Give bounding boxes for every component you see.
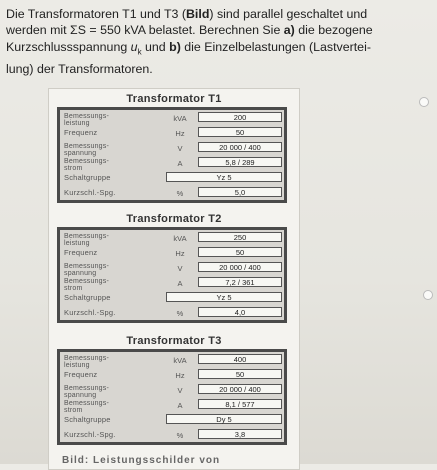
t2-row-current: Bemessungs- strom A 7,2 / 361: [60, 275, 284, 290]
t3-row-vector-group: Schaltgruppe Dy 5: [60, 412, 284, 427]
t1-row-current: Bemessungs- strom A 5,8 / 289: [60, 155, 284, 170]
binder-hole-decoration: [419, 97, 429, 107]
t2-row-power: Bemessungs- leistung kVA 250: [60, 230, 284, 245]
figure-caption: Bild: Leistungsschilder von: [62, 455, 221, 466]
t3-row-current: Bemessungs- strom A 8,1 / 577: [60, 397, 284, 412]
t2-row-short-circuit: Kurzschl.-Spg. % 4,0: [60, 305, 284, 320]
t2-row-voltage: Bemessungs- spannung V 20 000 / 400: [60, 260, 284, 275]
task-line-4: lung) der Transformatoren.: [6, 61, 153, 76]
t1-row-voltage: Bemessungs- spannung V 20 000 / 400: [60, 140, 284, 155]
task-line-2: werden mit ΣS = 550 kVA belastet. Berechnen Sie a) die bezogene: [6, 23, 373, 38]
figure-nameplates: [48, 88, 300, 470]
task-line-3: Kurzschlussspannung $u_k$ und b) die Einzelbelastungen (Lastvertei-: [6, 39, 371, 57]
t3-nameplate: [57, 349, 287, 445]
t2-title: Transformator T2: [126, 213, 222, 225]
task-text: [6, 6, 434, 77]
t1-nameplate: [57, 107, 287, 203]
t2-nameplate: [57, 227, 287, 323]
t3-row-power: Bemessungs- leistung kVA 400: [60, 352, 284, 367]
t1-title: Transformator T1: [126, 93, 222, 105]
t2-row-frequency: Frequenz Hz 50: [60, 245, 284, 260]
t3-row-short-circuit: Kurzschl.-Spg. % 3,8: [60, 427, 284, 442]
binder-hole-decoration: [423, 290, 433, 300]
task-line-1: Die Transformatoren T1 und T3 (Bild) sind parallel geschaltet und: [6, 7, 368, 21]
t1-row-short-circuit: Kurzschl.-Spg. % 5,0: [60, 185, 284, 200]
t3-row-frequency: Frequenz Hz 50: [60, 367, 284, 382]
t3-title: Transformator T3: [126, 335, 222, 347]
t2-row-vector-group: Schaltgruppe Yz 5: [60, 290, 284, 305]
t1-row-frequency: Frequenz Hz 50: [60, 125, 284, 140]
t3-row-voltage: Bemessungs- spannung V 20 000 / 400: [60, 382, 284, 397]
t1-row-power: Bemessungs- leistung kVA 200: [60, 110, 284, 125]
t1-row-vector-group: Schaltgruppe Yz 5: [60, 170, 284, 185]
